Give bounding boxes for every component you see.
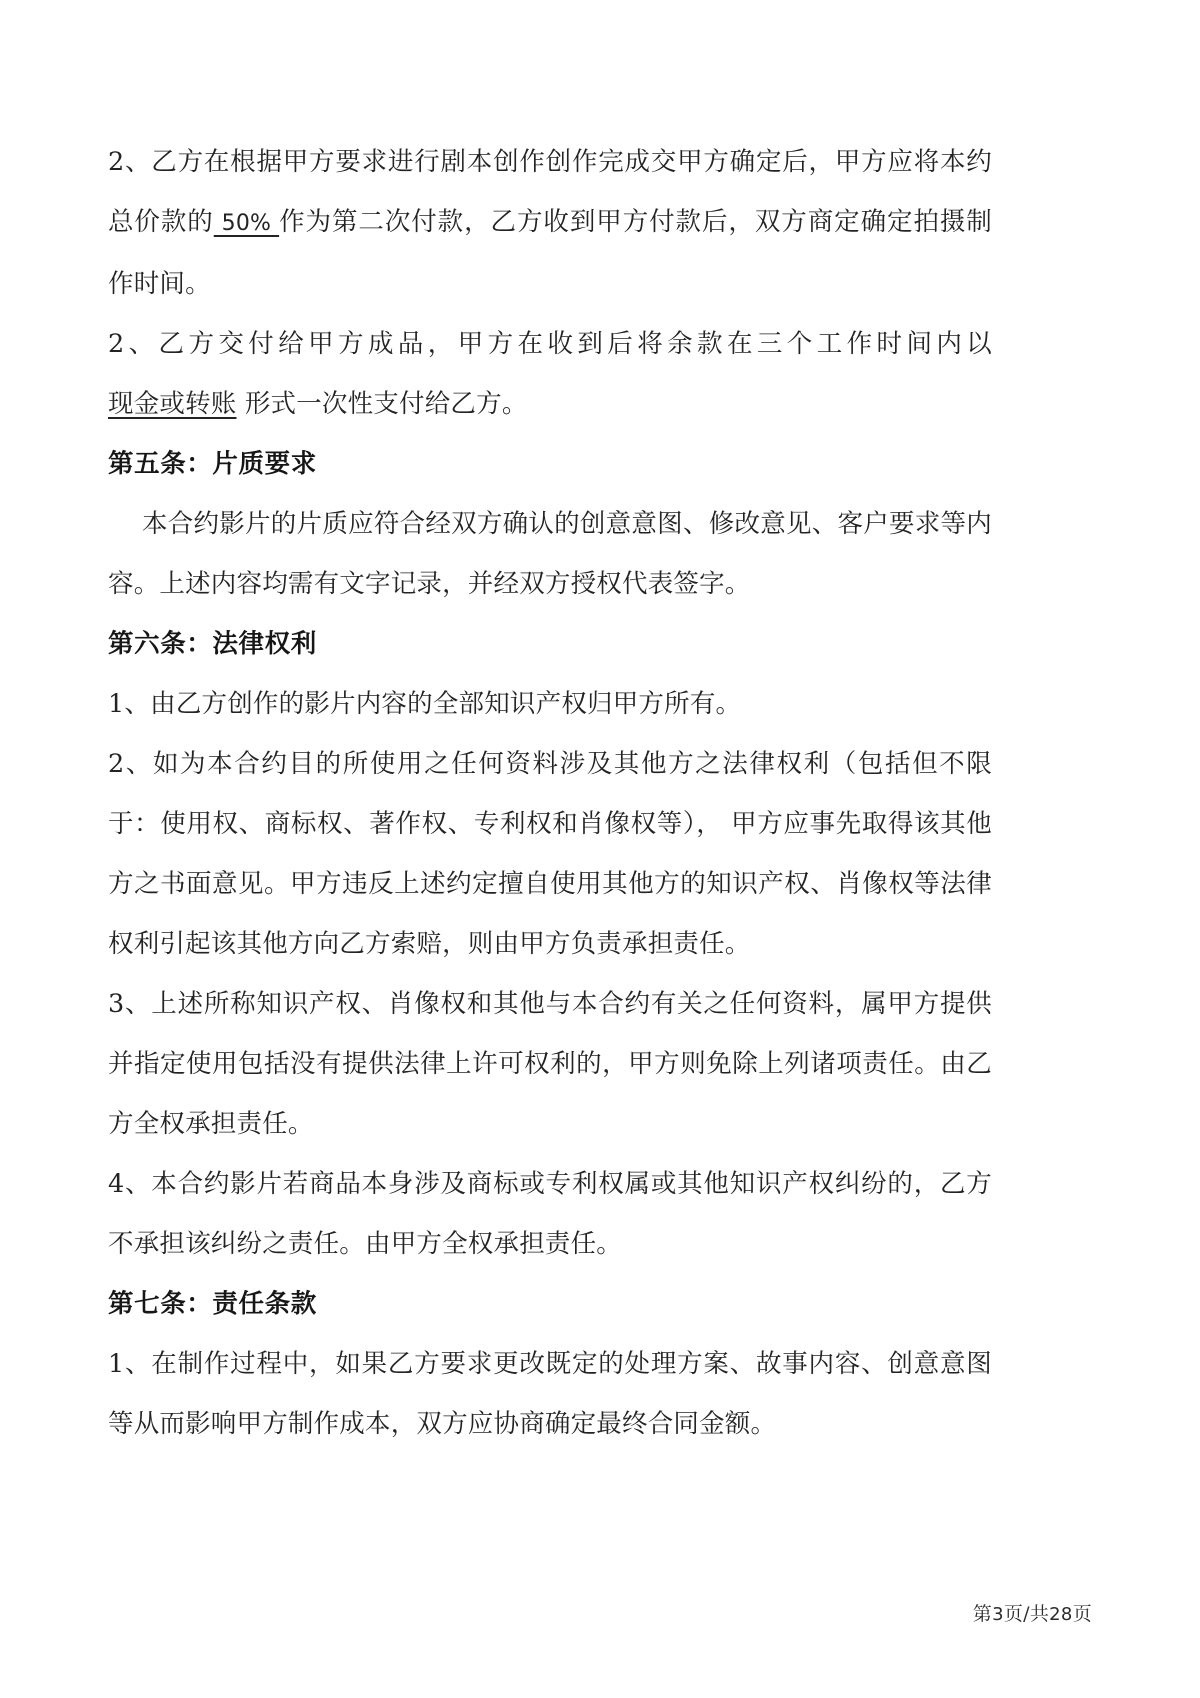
paragraph-article-6-item-4: 4、本合约影片若商品本身涉及商标或专利权属或其他知识产权纠纷的，乙方不承担该纠纷之责任。由甲方全权承担责任。 bbox=[108, 1169, 992, 1259]
heading-article-7: 第七条：责任条款 bbox=[108, 1289, 317, 1319]
paragraph-article-7-item-1: 1、在制作过程中，如果乙方要求更改既定的处理方案、故事内容、创意意图等从而影响甲方制作成本，双方应协商确定最终合同金额。 bbox=[108, 1349, 992, 1439]
paragraph-payment-final-balance bbox=[108, 314, 992, 434]
payment-clause-2a-text-part1: 2、乙方在根据甲方要求进行剧本创作创作完成交甲方确定后，甲方应将本约总价款的 bbox=[108, 147, 992, 237]
footer-current-page: 3 bbox=[992, 1604, 1004, 1625]
paragraph-article-6-item-1: 1、由乙方创作的影片内容的全部知识产权归甲方所有。 bbox=[108, 689, 742, 719]
payment-method-fill-in: 现金或转账 bbox=[108, 389, 237, 419]
payment-clause-2b-text-part1: 2、乙方交付给甲方成品，甲方在收到后将余款在三个工作时间内以 bbox=[108, 329, 992, 359]
document-body bbox=[108, 132, 992, 1454]
payment-percentage-fill-in: 50% bbox=[213, 211, 280, 236]
footer-total-pages: 28 bbox=[1049, 1604, 1073, 1625]
footer-prefix: 第 bbox=[972, 1603, 993, 1625]
payment-clause-2a-text-part2: 作为第二次付款，乙方收到甲方付款后，双方商定确定拍摄制作时间。 bbox=[108, 207, 993, 299]
footer-middle: 页/共 bbox=[1003, 1603, 1050, 1625]
paragraph-article-6-item-3: 3、上述所称知识产权、肖像权和其他与本合约有关之任何资料，属甲方提供并指定使用包括没有提供法律上许可权利的，甲方则免除上列诸项责任。由乙方全权承担责任。 bbox=[108, 989, 992, 1139]
heading-article-6: 第六条：法律权利 bbox=[108, 629, 317, 659]
footer-suffix: 页 bbox=[1072, 1603, 1092, 1625]
paragraph-article-6-item-2: 2、如为本合约目的所使用之任何资料涉及其他方之法律权利（包括但不限于：使用权、商标权、著作权、专利权和肖像权等）， 甲方应事先取得该其他方之书面意见。甲方违反上述约定擅自使用其他方的知识产权、肖像权等法律权利引起该其他方向乙方索赔，则由甲方负责承担责任。 bbox=[108, 749, 992, 959]
heading-article-5: 第五条：片质要求 bbox=[108, 449, 317, 479]
paragraph-article-5-body: 本合约影片的片质应符合经双方确认的创意意图、修改意见、客户要求等内容。上述内容均需有文字记录，并经双方授权代表签字。 bbox=[108, 509, 992, 599]
paragraph-payment-second-installment bbox=[108, 132, 992, 314]
payment-clause-2b-text-part2: 形式一次性支付给乙方。 bbox=[236, 389, 528, 419]
page-footer bbox=[973, 1599, 1092, 1626]
